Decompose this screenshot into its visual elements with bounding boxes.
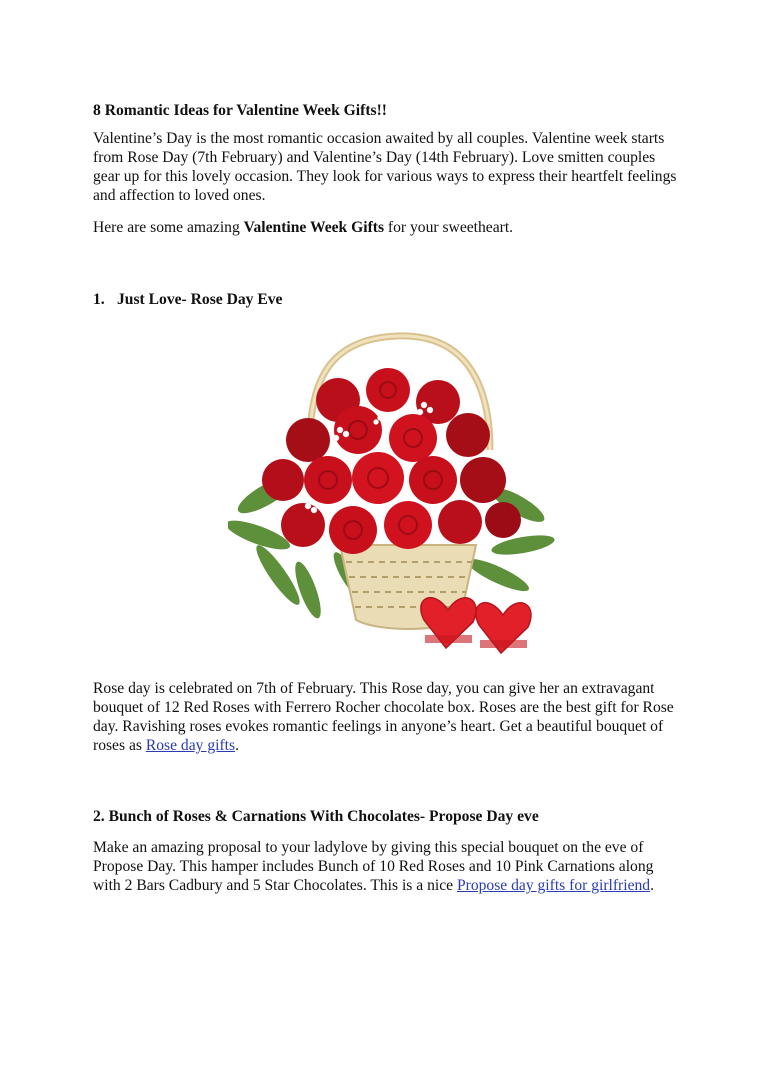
section-2-number: 2.	[93, 808, 105, 825]
intro-line-before: Here are some amazing	[93, 219, 244, 236]
section-1-body-end: .	[235, 737, 239, 754]
section-1-heading	[93, 290, 683, 309]
section-1-heading-text: Just Love- Rose Day Eve	[117, 291, 283, 308]
intro-line	[93, 218, 683, 237]
section-1-body	[93, 679, 683, 755]
rose-day-gifts-link[interactable]: Rose day gifts	[145, 737, 236, 754]
intro-line-bold: Valentine Week Gifts	[243, 219, 385, 236]
section-2-heading-text: Bunch of Roses & Carnations With Chocolates- Propose Day eve	[108, 808, 539, 825]
document-title: 8 Romantic Ideas for Valentine Week Gifts!!	[93, 102, 387, 119]
propose-day-gifts-link[interactable]: Propose day gifts for girlfriend	[456, 877, 651, 894]
section-2-body-end: .	[650, 877, 655, 894]
intro-line-after: for your sweetheart.	[384, 219, 514, 236]
rose-basket-image	[228, 330, 568, 660]
heart-candles	[421, 598, 531, 653]
intro-paragraph: Valentine’s Day is the most romantic occasion awaited by all couples. Valentine week starts from Rose Day (7th February) and Valentine’s Day (14th February). Love smitten couples gear up for this lovely occasion. They look for various ways to express their heartfelt feelings and affection to loved ones.	[93, 130, 677, 204]
section-2-heading	[93, 807, 683, 826]
section-2-body	[93, 838, 683, 895]
section-1-body-text: Rose day is celebrated on 7th of February. This Rose day, you can give her an extravagant bouquet of 12 Red Roses with Ferrero Rocher chocolate box. Roses are the best gift for Rose day. Ravishing roses evokes romantic feelings in anyone’s heart. Get a beautiful bouquet of roses as	[93, 680, 674, 754]
section-1-number: 1.	[93, 291, 105, 308]
section-2-body-text: Make an amazing proposal to your ladylove by giving this special bouquet on the eve of Propose Day. This hamper includes Bunch of 10 Red Roses and 10 Pink Carnations along with 2 Bars Cadbury and 5 Star Chocolates. This is a nice	[93, 839, 654, 894]
